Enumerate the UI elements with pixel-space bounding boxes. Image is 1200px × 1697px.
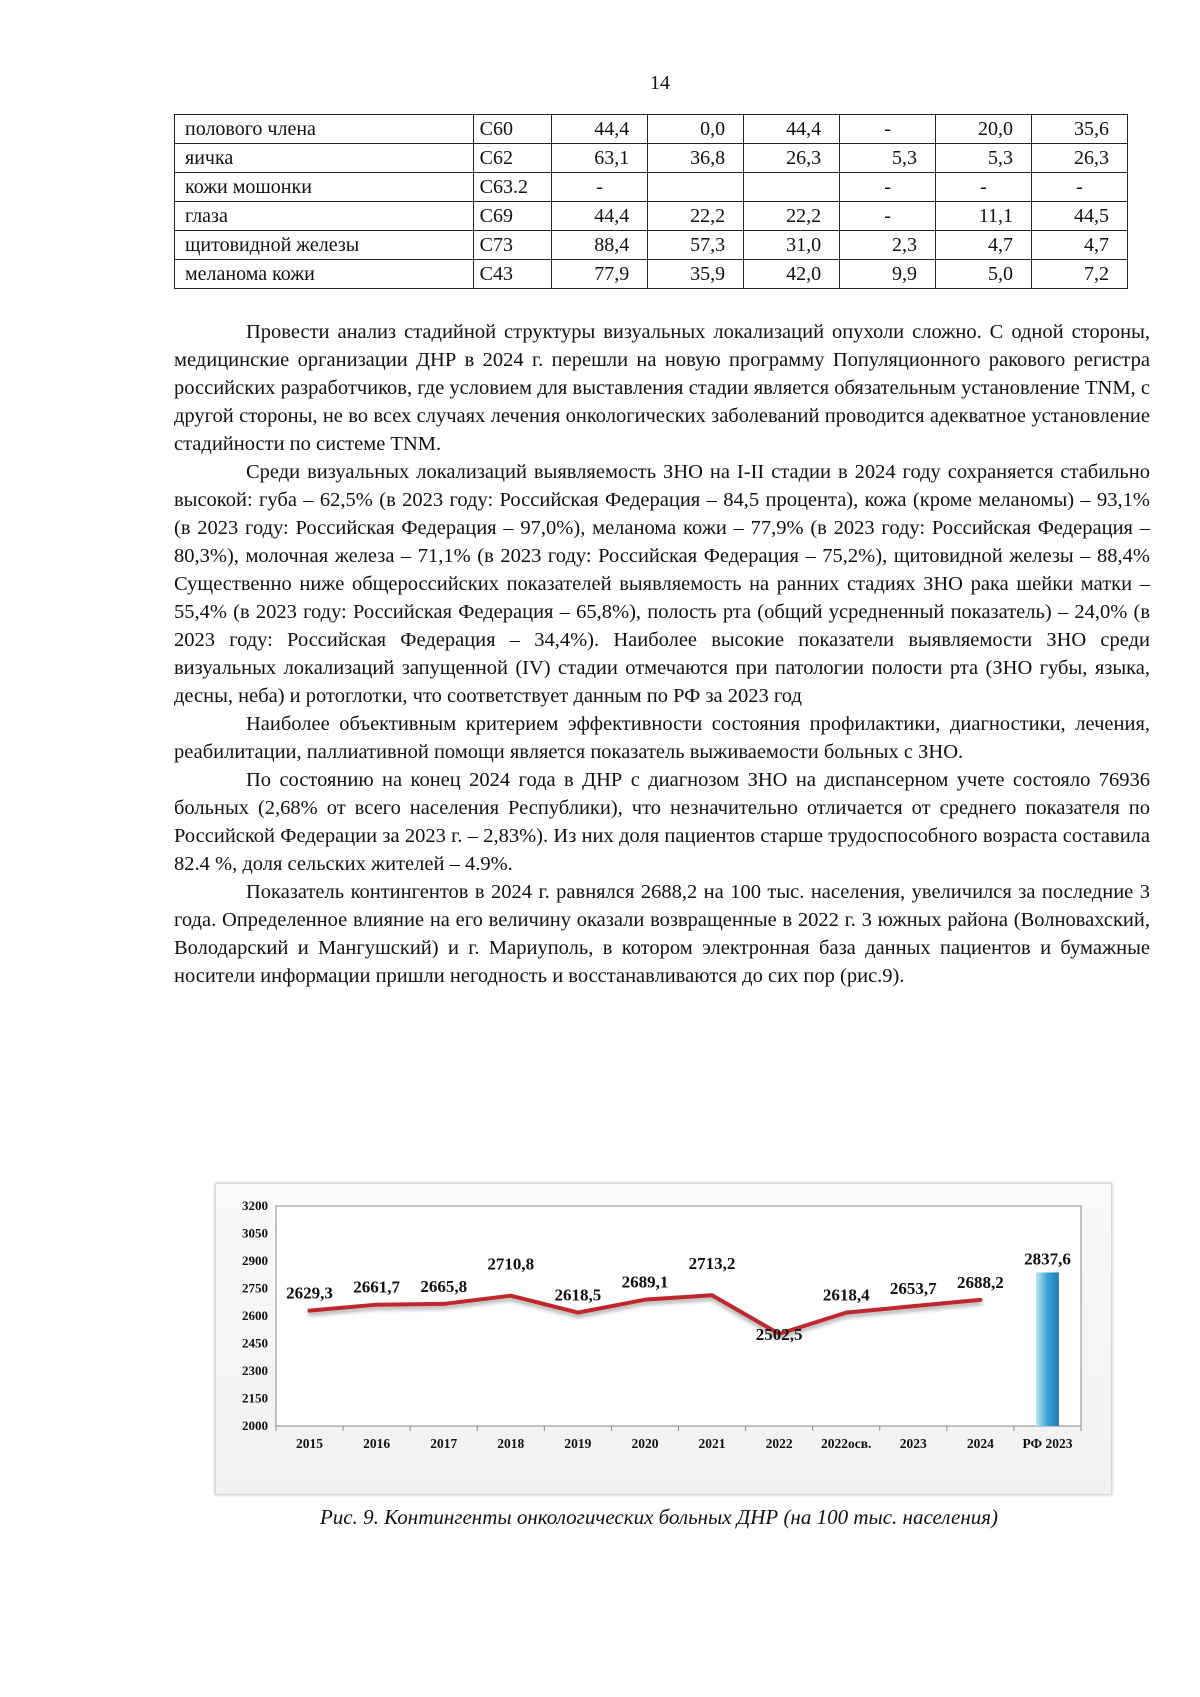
value-cell: 31,0: [744, 231, 840, 260]
line-data-label: 2710,8: [487, 1254, 535, 1274]
value-cell: 4,7: [1031, 231, 1127, 260]
value-cell: 35,9: [648, 260, 744, 289]
row-name-cell: щитовидной железы: [175, 231, 474, 260]
paragraph: Наиболее объективным критерием эффективности состояния профилактики, диагностики, лечения, реабилитации, паллиативной помощи является показатель выживаемости больных с ЗНО.: [174, 713, 1150, 763]
row-name-cell: меланома кожи: [175, 260, 474, 289]
line-data-label: 2502,5: [755, 1324, 803, 1344]
value-cell: 22,2: [648, 202, 744, 231]
value-cell: 5,3: [840, 144, 936, 173]
line-data-label: 2618,5: [554, 1285, 602, 1305]
value-cell: -: [840, 202, 936, 231]
y-tick-label: 2600: [242, 1308, 268, 1323]
paragraph: Провести анализ стадийной структуры визуальных локализаций опухоли сложно. С одной стороны, медицинские организации ДНР в 2024 г. перешли на новую программу Популяционного ракового регистра российских разработчиков, где условием для выставления стадии является обязательным установление TNM, с другой стороны, не во всех случаях лечения онкологических заболеваний проводится адекватное установление стадийности по системе TNM.: [174, 321, 1150, 455]
y-tick-label: 3050: [242, 1225, 268, 1241]
x-tick-label: 2020: [631, 1436, 659, 1451]
table-row: [175, 202, 1128, 231]
value-cell: 20,0: [936, 115, 1032, 144]
row-name-cell: глаза: [175, 202, 474, 231]
value-cell: 22,2: [744, 202, 840, 231]
x-tick-label: 2024: [966, 1436, 994, 1451]
value-cell: 88,4: [552, 231, 648, 260]
value-cell: 26,3: [1031, 144, 1127, 173]
x-tick-label: РФ 2023: [1022, 1436, 1073, 1451]
line-data-label: 2689,1: [621, 1272, 669, 1292]
x-tick-label: 2023: [899, 1436, 927, 1451]
x-tick-label: 2016: [363, 1436, 391, 1451]
line-data-label: 2665,8: [420, 1276, 468, 1296]
paragraph: По состоянию на конец 2024 года в ДНР с диагнозом ЗНО на диспансерном учете состояло 76936 больных (2,68% от всего населения Республики), что незначительно отличается от среднего показателя по Российской Федерации за 2023 г. – 2,83%). Из них доля пациентов старше трудоспособного возраста составила 82.4 %, доля сельских жителей – 4.9%.: [174, 769, 1150, 875]
table-row: [175, 144, 1128, 173]
table-row: [175, 260, 1128, 289]
x-tick-label: 2015: [296, 1436, 324, 1451]
y-tick-label: 2900: [242, 1253, 268, 1268]
value-cell: 11,1: [936, 202, 1032, 231]
value-cell: 4,7: [936, 231, 1032, 260]
value-cell: -: [552, 173, 648, 202]
value-cell: 36,8: [648, 144, 744, 173]
value-cell: 0,0: [648, 115, 744, 144]
value-cell: 5,0: [936, 260, 1032, 289]
value-cell: 9,9: [840, 260, 936, 289]
y-tick-label: 2000: [242, 1418, 268, 1433]
row-name-cell: яичка: [175, 144, 474, 173]
value-cell: -: [840, 115, 936, 144]
paragraph: Среди визуальных локализаций выявляемость ЗНО на I-II стадии в 2024 году сохраняется стабильно высокой: губа – 62,5% (в 2023 году: Российская Федерация – 84,5 процента), кожа (кроме меланомы) – 93,1% (в 2023 году: Российская Федерация – 97,0%), меланома кожи – 77,9% (в 2023 году: Российская Федерация – 80,3%), молочная железа – 71,1% (в 2023 году: Российская Федерация – 75,2%), щитовидной железы – 88,4% Существенно ниже общероссийских показателей выявляемость на ранних стадиях ЗНО рака шейки матки – 55,4% (в 2023 году: Российская Федерация – 65,8%), полость рта (общий усредненный показатель) – 24,0% (в 2023 году: Российская Федерация – 34,4%). Наиболее высокие показатели выявляемости ЗНО среди визуальных локализаций запущенной (IV) стадии отмечаются при патологии полости рта (ЗНО губы, языка, десны, неба) и ротоглотки, что соответствует данным по РФ за 2023 год: [174, 461, 1150, 707]
y-tick-label: 2150: [242, 1390, 268, 1406]
value-cell: 44,4: [744, 115, 840, 144]
value-cell: -: [840, 173, 936, 202]
row-code-cell: C69: [473, 202, 552, 231]
value-cell: 5,3: [936, 144, 1032, 173]
line-data-label: 2713,2: [688, 1254, 736, 1274]
value-cell: -: [936, 173, 1032, 202]
plot-area: [276, 1206, 1081, 1426]
value-cell: -: [1031, 173, 1127, 202]
value-cell: 57,3: [648, 231, 744, 260]
value-cell: 44,4: [552, 202, 648, 231]
contingents-chart: [216, 1184, 1111, 1494]
row-code-cell: C43: [473, 260, 552, 289]
table-row: [175, 115, 1128, 144]
table-row: [175, 231, 1128, 260]
row-code-cell: C73: [473, 231, 552, 260]
bar-data-label: 2837,6: [1024, 1249, 1071, 1269]
value-cell: 44,4: [552, 115, 648, 144]
body-text: [174, 318, 1150, 990]
x-tick-label: 2017: [430, 1436, 458, 1451]
x-tick-label: 2021: [698, 1436, 726, 1451]
y-tick-label: 2750: [242, 1280, 268, 1296]
row-name-cell: полового члена: [175, 115, 474, 144]
table-row: [175, 173, 1128, 202]
chart-frame: [215, 1183, 1112, 1495]
bar-rf-2023: [1036, 1272, 1059, 1426]
value-cell: 35,6: [1031, 115, 1127, 144]
x-tick-label: 2022осв.: [820, 1436, 872, 1451]
row-name-cell: кожи мошонки: [175, 173, 474, 202]
value-cell: 77,9: [552, 260, 648, 289]
value-cell: 7,2: [1031, 260, 1127, 289]
paragraph: Показатель контингентов в 2024 г. равнялся 2688,2 на 100 тыс. населения, увеличился за последние 3 года. Определенное влияние на его величину оказали возвращенные в 2022 г. 3 южных района (Волновахский, Володарский и Мангушский) и г. Мариуполь, в котором электронная база данных пациентов и бумажные носители информации пришли негодность и восстанавливаются до сих пор (рис.9).: [174, 881, 1150, 987]
x-tick-label: 2019: [564, 1436, 592, 1451]
line-data-label: 2661,7: [353, 1277, 400, 1297]
row-code-cell: C60: [473, 115, 552, 144]
row-code-cell: C63.2: [473, 173, 552, 202]
y-tick-label: 3200: [242, 1198, 268, 1213]
value-cell: 26,3: [744, 144, 840, 173]
line-data-label: 2653,7: [889, 1279, 937, 1299]
line-data-label: 2618,4: [822, 1285, 870, 1305]
value-cell: [648, 173, 744, 202]
value-cell: 63,1: [552, 144, 648, 173]
data-table: [174, 114, 1128, 289]
page-number: 14: [650, 72, 670, 94]
value-cell: 44,5: [1031, 202, 1127, 231]
line-data-label: 2629,3: [286, 1283, 333, 1303]
x-tick-label: 2022: [765, 1436, 793, 1451]
y-tick-label: 2450: [242, 1335, 268, 1351]
x-tick-label: 2018: [497, 1436, 525, 1451]
figure-caption: Рис. 9. Контингенты онкологических больных ДНР (на 100 тыс. населения): [319, 1505, 998, 1529]
row-code-cell: C62: [473, 144, 552, 173]
value-cell: 2,3: [840, 231, 936, 260]
line-data-label: 2688,2: [957, 1272, 1004, 1292]
value-cell: [744, 173, 840, 202]
value-cell: 42,0: [744, 260, 840, 289]
y-tick-label: 2300: [242, 1363, 268, 1378]
